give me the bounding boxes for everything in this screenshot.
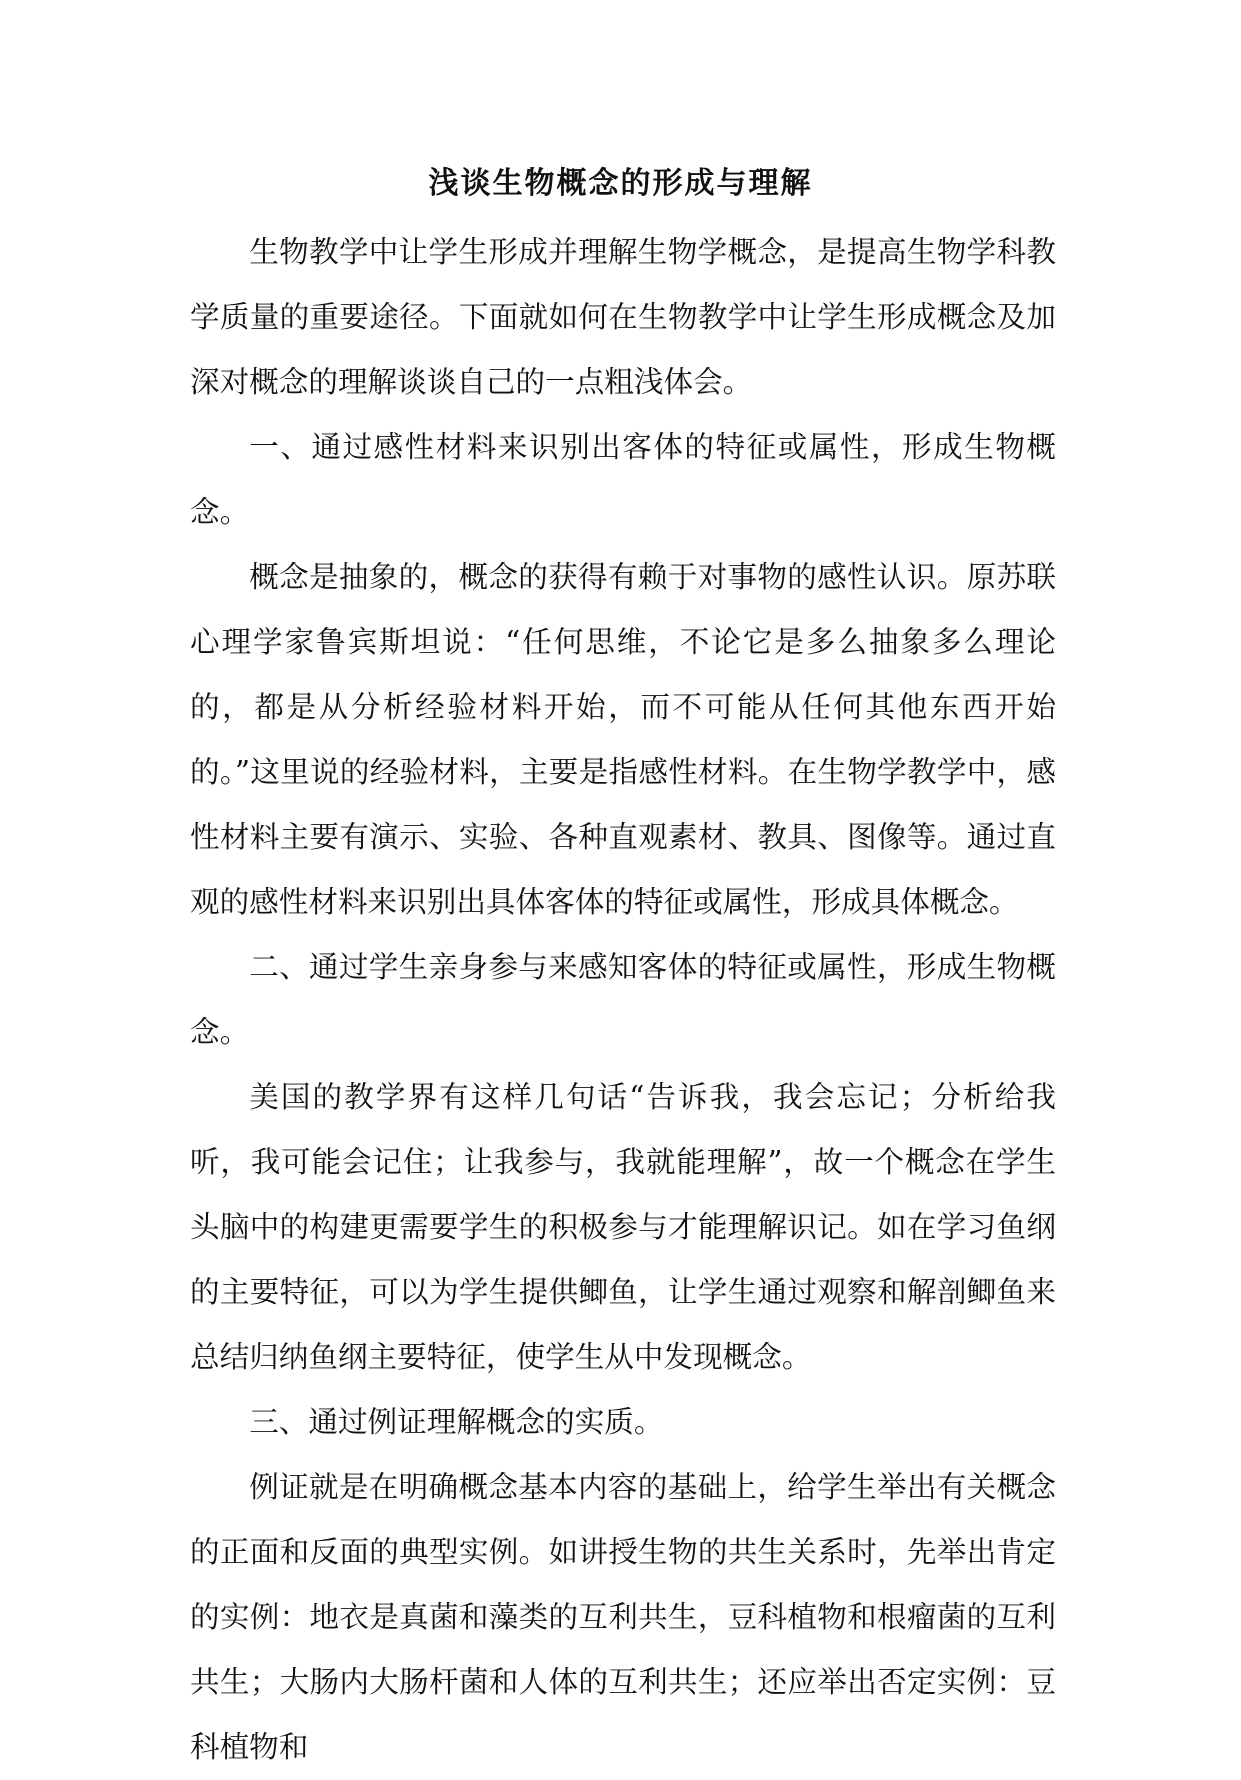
paragraph-section-2: 美国的教学界有这样几句话“告诉我，我会忘记；分析给我听，我可能会记住；让我参与，我就能理解”，故一个概念在学生头脑中的构建更需要学生的积极参与才能理解识记。如在学习鱼纲的主要特征，可以为学生提供鲫鱼，让学生通过观察和解剖鲫鱼来总结归纳鱼纲主要特征，使学生从中发现概念。 [190, 1080, 1056, 1374]
section-heading-1: 一、通过感性材料来识别出客体的特征或属性，形成生物概念。 [190, 430, 1056, 529]
section-heading-3: 三、通过例证理解概念的实质。 [249, 1405, 664, 1439]
paragraph-intro: 生物教学中让学生形成并理解生物学概念，是提高生物学科教学质量的重要途径。下面就如何在生物教学中让学生形成概念及加深对概念的理解谈谈自己的一点粗浅体会。 [190, 235, 1056, 399]
document-title: 浅谈生物概念的形成与理解 [428, 166, 813, 201]
document-body [190, 220, 1056, 1780]
paragraph-section-3: 例证就是在明确概念基本内容的基础上，给学生举出有关概念的正面和反面的典型实例。如讲授生物的共生关系时，先举出肯定的实例：地衣是真菌和藻类的互利共生，豆科植物和根瘤菌的互利共生；大肠内大肠杆菌和人体的互利共生；还应举出否定实例：豆科植物和 [190, 1470, 1056, 1764]
section-heading-2: 二、通过学生亲身参与来感知客体的特征或属性，形成生物概念。 [190, 950, 1056, 1049]
paragraph-section-1: 概念是抽象的，概念的获得有赖于对事物的感性认识。原苏联心理学家鲁宾斯坦说：“任何思维，不论它是多么抽象多么理论的，都是从分析经验材料开始，而不可能从任何其他东西开始的。”这里说的经验材料，主要是指感性材料。在生物学教学中，感性材料主要有演示、实验、各种直观素材、教具、图像等。通过直观的感性材料来识别出具体客体的特征或属性，形成具体概念。 [190, 560, 1056, 919]
